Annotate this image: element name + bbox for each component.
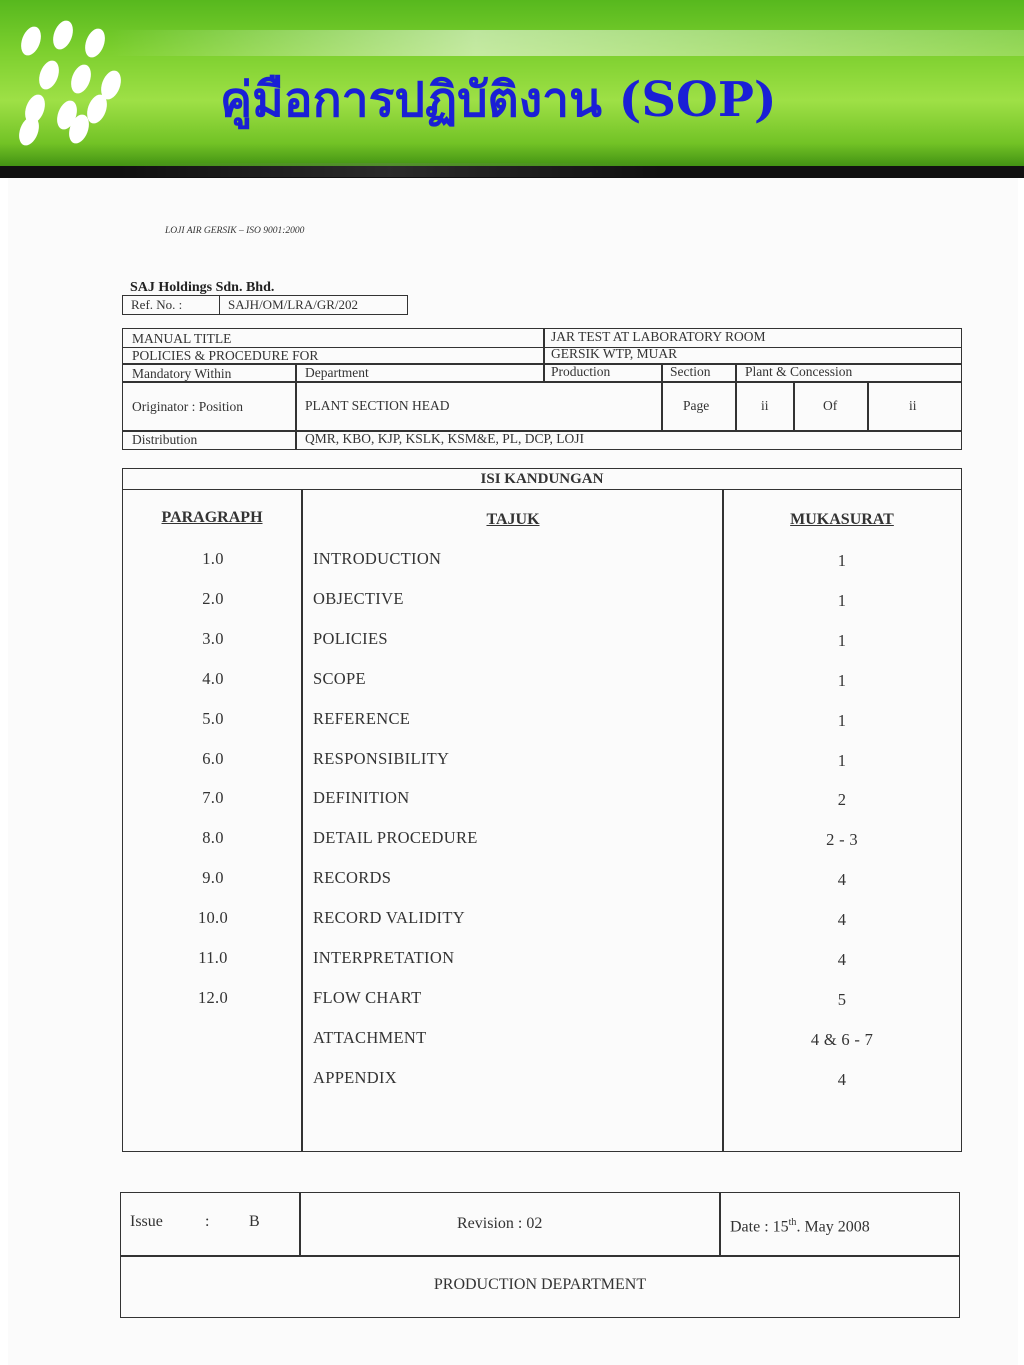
- company-name: SAJ Holdings Sdn. Bhd.: [130, 280, 275, 295]
- footer-divider: [299, 1193, 301, 1255]
- toc-page: 1: [837, 630, 847, 650]
- slide-title: คู่มือการปฏิบัติงาน (SOP): [220, 72, 777, 128]
- document-footer-table: [120, 1192, 960, 1318]
- toc-title: RECORDS: [313, 868, 392, 888]
- toc-title: DETAIL PROCEDURE: [313, 828, 478, 848]
- toc-page: 2: [837, 790, 847, 810]
- toc-page: 1: [837, 551, 847, 570]
- toc-page: 2 - 3: [826, 830, 858, 850]
- toc-paragraph-number: 1.0: [202, 549, 224, 568]
- toc-page: 4: [837, 1069, 847, 1089]
- toc-title: INTRODUCTION: [313, 549, 442, 568]
- col-mukasurat-header: MUKASURAT: [790, 511, 894, 528]
- toc-paragraph-number: 4.0: [202, 668, 224, 688]
- document-header-table: [122, 328, 962, 450]
- toc-title: REFERENCE: [313, 708, 411, 728]
- toc-paragraph-number: 7.0: [202, 788, 224, 808]
- toc-page: 1: [837, 670, 847, 690]
- originator-label: Originator : Position: [132, 399, 243, 414]
- title-banner: [0, 0, 1024, 168]
- footer-divider: [121, 1255, 959, 1257]
- issue-value: B: [249, 1213, 260, 1230]
- toc-paragraph-number: 3.0: [202, 628, 224, 648]
- iso-line: LOJI AIR GERSIK – ISO 9001:2000: [165, 226, 305, 236]
- toc-paragraph-number: 10.0: [197, 908, 229, 928]
- toc-page: 1: [837, 590, 847, 610]
- col-tajuk-header: TAJUK: [486, 511, 540, 528]
- section-value: Plant & Concession: [745, 364, 853, 379]
- toc-paragraph-number: 2.0: [202, 588, 224, 608]
- manual-title-label: MANUAL TITLE: [132, 331, 232, 346]
- issue-colon: :: [205, 1213, 210, 1230]
- toc-heading: ISI KANDUNGAN: [123, 469, 961, 490]
- toc-divider: [722, 489, 724, 1151]
- toc-title: POLICIES: [313, 628, 388, 648]
- issue-date: Date : 15th. May 2008: [730, 1217, 870, 1236]
- toc-paragraph-number: 12.0: [197, 987, 229, 1007]
- distribution-label: Distribution: [132, 432, 198, 447]
- toc-paragraph-number: 11.0: [198, 948, 228, 967]
- originator-value: PLANT SECTION HEAD: [305, 398, 450, 413]
- toc-paragraph-number: 9.0: [202, 868, 224, 888]
- dots-logo-icon: [14, 20, 124, 148]
- faded-scan-line: [120, 163, 660, 177]
- issue-label: Issue: [130, 1213, 163, 1230]
- toc-title: RECORD VALIDITY: [313, 908, 465, 928]
- section-label: Section: [670, 364, 711, 379]
- toc-page: 4 & 6 - 7: [810, 1029, 874, 1049]
- distribution-value: QMR, KBO, KJP, KSLK, KSM&E, PL, DCP, LOJI: [305, 431, 585, 446]
- policies-value: GERSIK WTP, MUAR: [551, 346, 678, 361]
- toc-paragraph-number: 8.0: [202, 828, 224, 848]
- toc-page: 1: [837, 710, 847, 730]
- department-footer: PRODUCTION DEPARTMENT: [433, 1276, 647, 1293]
- toc-title: RESPONSIBILITY: [313, 748, 450, 768]
- ref-label: Ref. No. :: [123, 296, 220, 314]
- toc-page: 4: [837, 950, 847, 969]
- toc-title: DEFINITION: [313, 788, 410, 808]
- revision: Revision : 02: [457, 1215, 543, 1232]
- ref-value: SAJH/OM/LRA/GR/202: [228, 297, 359, 312]
- department-label: Department: [305, 365, 369, 380]
- banner-highlight: [110, 30, 1024, 56]
- toc-title: INTERPRETATION: [313, 948, 455, 967]
- footer-divider: [719, 1193, 721, 1255]
- ref-number-box: [122, 295, 408, 315]
- of-label: Of: [823, 398, 838, 413]
- toc-title: ATTACHMENT: [313, 1027, 427, 1047]
- toc-paragraph-number: 6.0: [202, 748, 224, 768]
- department-value: Production: [551, 364, 611, 379]
- manual-title-value: JAR TEST AT LABORATORY ROOM: [551, 329, 766, 344]
- toc-paragraph-number: 5.0: [202, 708, 224, 728]
- toc-title: SCOPE: [313, 668, 366, 688]
- mandatory-label: Mandatory Within: [132, 366, 232, 381]
- policies-label: POLICIES & PROCEDURE FOR: [132, 348, 319, 363]
- page-value: ii: [761, 398, 769, 413]
- page-label: Page: [683, 398, 710, 413]
- col-paragraph-header: PARAGRAPH: [161, 509, 263, 526]
- table-of-contents: [122, 468, 962, 1152]
- toc-title: OBJECTIVE: [313, 588, 404, 608]
- toc-page: 1: [837, 750, 847, 770]
- of-value: ii: [909, 398, 917, 413]
- toc-title: FLOW CHART: [313, 987, 422, 1007]
- toc-page: 5: [837, 989, 847, 1009]
- toc-page: 4: [837, 910, 847, 930]
- toc-page: 4: [837, 870, 847, 890]
- toc-title: APPENDIX: [313, 1067, 397, 1087]
